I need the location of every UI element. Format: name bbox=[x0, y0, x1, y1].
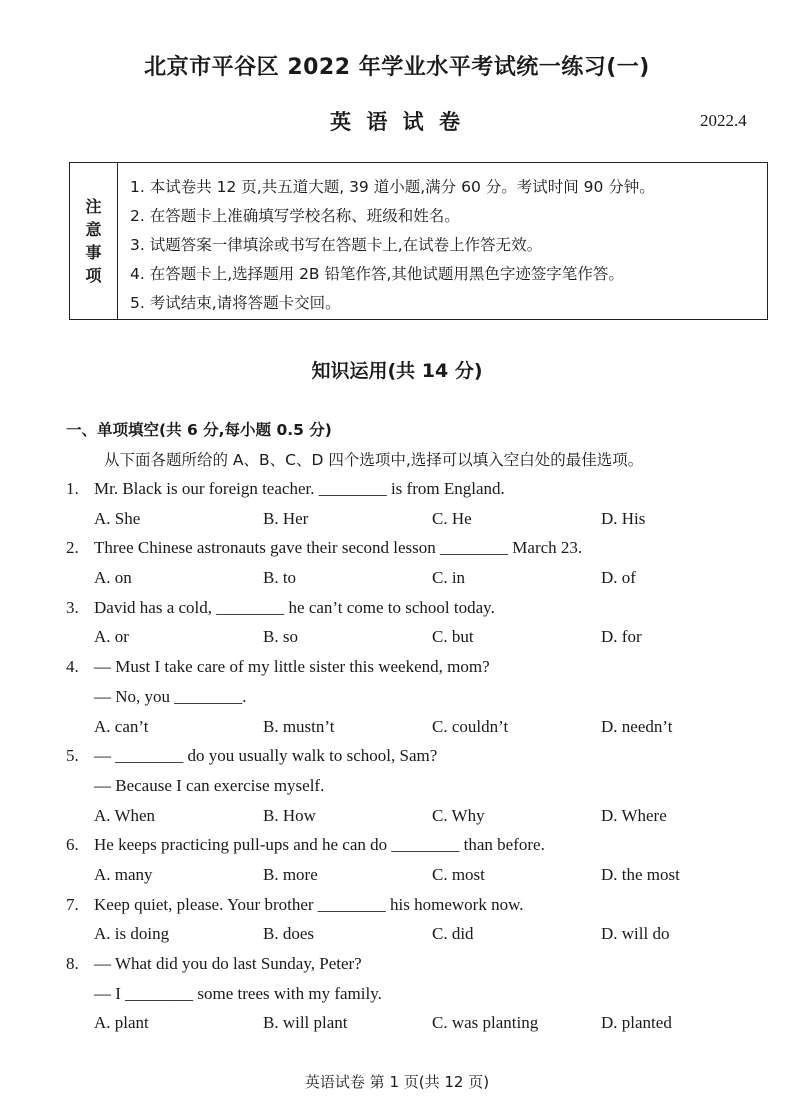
answer-option: A. When bbox=[94, 805, 156, 825]
answer-options bbox=[66, 504, 766, 534]
answer-option: D. planted bbox=[601, 1013, 672, 1033]
notice-label bbox=[70, 163, 118, 319]
question-stem bbox=[66, 533, 766, 563]
question-text: David has a cold, ________ he can’t come to school today. bbox=[94, 597, 495, 617]
question-item bbox=[66, 593, 766, 652]
exam-date: 2022.4 bbox=[700, 111, 747, 130]
question-text: Mr. Black is our foreign teacher. ________ is from England. bbox=[94, 479, 505, 498]
answer-option: C. couldn’t bbox=[432, 716, 509, 736]
question-item bbox=[66, 474, 766, 533]
notice-label-char: 意 bbox=[85, 220, 102, 239]
question-text: — What did you do last Sunday, Peter? bbox=[94, 954, 362, 973]
answer-option: D. of bbox=[601, 568, 636, 588]
question-text: He keeps practicing pull-ups and he can do ________ than before. bbox=[94, 835, 545, 855]
answer-option: A. on bbox=[94, 568, 132, 588]
answer-option: B. mustn’t bbox=[263, 716, 335, 736]
question-number: 4. bbox=[66, 657, 79, 677]
question-number: 8. bbox=[66, 954, 79, 973]
answer-option: C. did bbox=[432, 924, 474, 944]
exam-title: 北京市平谷区 2022 年学业水平考试统一练习(一) bbox=[144, 55, 650, 80]
notice-label-char: 事 bbox=[85, 243, 102, 262]
answer-options bbox=[66, 712, 766, 742]
answer-option: C. Why bbox=[432, 805, 485, 825]
question-stem bbox=[66, 949, 766, 979]
question-item bbox=[66, 830, 766, 889]
part-heading: 一、单项填空(共 6 分,每小题 0.5 分) bbox=[66, 421, 332, 439]
question-dialog-line bbox=[66, 771, 766, 801]
notice-item: 1. 本试卷共 12 页,共五道大题, 39 道小题,满分 60 分。考试时间 90 分钟。 bbox=[130, 178, 655, 196]
question-list bbox=[66, 474, 766, 1038]
question-item bbox=[66, 741, 766, 830]
answer-option: D. the most bbox=[601, 864, 680, 884]
notice-item: 5. 考试结束,请将答题卡交回。 bbox=[130, 294, 341, 312]
question-item bbox=[66, 652, 766, 741]
answer-option: D. Where bbox=[601, 805, 667, 825]
question-dialog-line bbox=[66, 979, 766, 1009]
answer-option: D. for bbox=[601, 627, 642, 647]
answer-option: B. How bbox=[263, 805, 316, 825]
notice-box bbox=[69, 162, 768, 320]
question-text: Keep quiet, please. Your brother ________ his homework now. bbox=[94, 894, 524, 914]
question-text: Three Chinese astronauts gave their second lesson ________ March 23. bbox=[94, 538, 583, 558]
section-title: 知识运用(共 14 分) bbox=[311, 360, 483, 382]
question-stem bbox=[66, 890, 766, 920]
answer-option: B. to bbox=[263, 568, 297, 588]
answer-option: A. many bbox=[94, 864, 153, 884]
question-text: — ________ do you usually walk to school, Sam? bbox=[94, 746, 438, 766]
answer-options bbox=[66, 563, 766, 593]
answer-option: B. Her bbox=[263, 508, 309, 528]
answer-option: A. or bbox=[94, 627, 129, 647]
answer-option: C. most bbox=[432, 864, 485, 884]
question-stem bbox=[66, 741, 766, 771]
question-number: 1. bbox=[66, 479, 79, 498]
question-stem bbox=[66, 593, 766, 623]
notice-label-char: 注 bbox=[85, 197, 102, 216]
question-item bbox=[66, 949, 766, 1038]
answer-option: D. needn’t bbox=[601, 716, 673, 736]
notice-item: 4. 在答题卡上,选择题用 2B 铅笔作答,其他试题用黑色字迹签字笔作答。 bbox=[130, 265, 624, 283]
answer-option: A. plant bbox=[94, 1013, 149, 1033]
question-text: — Must I take care of my little sister this weekend, mom? bbox=[94, 657, 490, 677]
answer-option: C. He bbox=[432, 508, 472, 528]
answer-options bbox=[66, 622, 766, 652]
answer-option: C. but bbox=[432, 627, 474, 647]
answer-options bbox=[66, 860, 766, 890]
question-text: — I ________ some trees with my family. bbox=[94, 983, 382, 1003]
question-item bbox=[66, 533, 766, 592]
answer-options bbox=[66, 1008, 766, 1038]
notice-list bbox=[118, 163, 767, 319]
notice-item: 3. 试题答案一律填涂或书写在答题卡上,在试卷上作答无效。 bbox=[130, 236, 543, 254]
instruction-text: 从下面各题所给的 A、B、C、D 四个选项中,选择可以填入空白处的最佳选项。 bbox=[104, 451, 644, 469]
question-number: 2. bbox=[66, 538, 79, 558]
answer-option: A. She bbox=[94, 508, 141, 528]
question-number: 3. bbox=[66, 597, 79, 617]
answer-options bbox=[66, 919, 766, 949]
question-item bbox=[66, 890, 766, 949]
notice-label-char: 项 bbox=[85, 266, 102, 285]
answer-option: B. does bbox=[263, 924, 314, 944]
answer-option: C. in bbox=[432, 568, 466, 588]
exam-subtitle: 英 语 试 卷 bbox=[330, 110, 464, 134]
answer-option: D. will do bbox=[601, 924, 670, 944]
answer-option: A. is doing bbox=[94, 924, 170, 944]
answer-option: C. was planting bbox=[432, 1013, 539, 1033]
question-text: — Because I can exercise myself. bbox=[94, 775, 325, 795]
question-dialog-line bbox=[66, 682, 766, 712]
question-number: 7. bbox=[66, 894, 79, 914]
notice-item: 2. 在答题卡上准确填写学校名称、班级和姓名。 bbox=[130, 207, 460, 225]
answer-option: B. so bbox=[263, 627, 298, 647]
page-footer: 英语试卷 第 1 页(共 12 页) bbox=[304, 1073, 490, 1091]
question-stem bbox=[66, 830, 766, 860]
answer-options bbox=[66, 801, 766, 831]
question-stem bbox=[66, 652, 766, 682]
question-text: — No, you ________. bbox=[94, 686, 247, 706]
answer-option: B. will plant bbox=[263, 1013, 348, 1033]
question-stem bbox=[66, 474, 766, 504]
question-number: 5. bbox=[66, 746, 79, 766]
answer-option: B. more bbox=[263, 864, 318, 884]
answer-option: A. can’t bbox=[94, 716, 149, 736]
question-number: 6. bbox=[66, 835, 79, 855]
answer-option: D. His bbox=[601, 508, 646, 528]
